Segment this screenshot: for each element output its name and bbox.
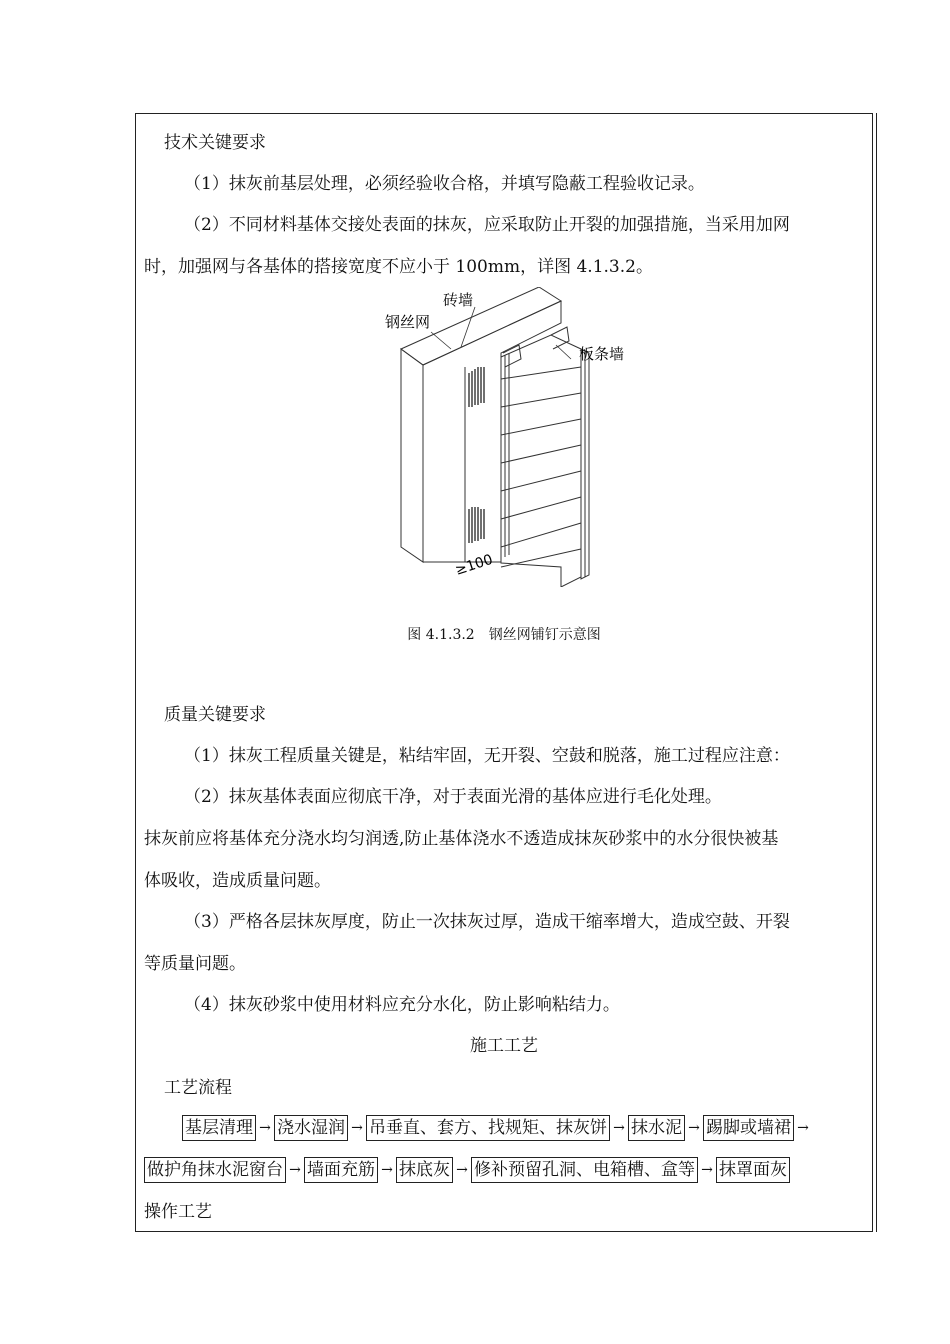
flow-heading: 工艺流程 xyxy=(164,1078,232,1098)
arrow-icon: → xyxy=(613,1120,625,1136)
flow-step: 墙面充筋 xyxy=(304,1157,378,1183)
quality-item-2: （2）抹灰基体表面应彻底干净，对于表面光滑的基体应进行毛化处理。 xyxy=(184,787,722,807)
flow-step: 抹水泥 xyxy=(628,1115,685,1141)
tech-heading: 技术关键要求 xyxy=(164,133,266,153)
brick-wall-face-left xyxy=(401,349,423,562)
flow-step: 基层清理 xyxy=(182,1115,256,1141)
arrow-icon: → xyxy=(688,1120,700,1136)
board-leader xyxy=(556,345,571,359)
label-dim: ≥100 xyxy=(453,551,495,579)
quality-item-3-line-1: （3）严格各层抹灰厚度，防止一次抹灰过厚，造成干缩率增大，造成空鼓、开裂 xyxy=(184,912,790,932)
quality-item-3-line-2: 等质量问题。 xyxy=(144,954,246,974)
flow-step: 吊垂直、套方、找规矩、抹灰饼 xyxy=(366,1115,610,1141)
brick-leader xyxy=(461,307,475,347)
flow-step: 浇水湿润 xyxy=(274,1115,348,1141)
figure-caption: 图 4.1.3.2 钢丝网铺钉示意图 xyxy=(407,627,601,643)
arrow-icon: → xyxy=(797,1120,809,1136)
label-brick: 砖墙 xyxy=(443,291,474,309)
arrow-icon: → xyxy=(381,1162,393,1178)
mesh-leader xyxy=(431,332,451,349)
tech-item-2-line-1: （2）不同材料基体交接处表面的抹灰，应采取防止开裂的加强措施，当采用加网 xyxy=(184,215,790,235)
quality-item-1: （1）抹灰工程质量关键是，粘结牢固，无开裂、空鼓和脱落，施工过程应注意： xyxy=(184,746,790,766)
flow-step: 抹底灰 xyxy=(396,1157,453,1183)
arrow-icon: → xyxy=(701,1162,713,1178)
mesh-diagram xyxy=(381,287,651,587)
arrow-icon: → xyxy=(289,1162,301,1178)
flow-step: 做护角抹水泥窗台 xyxy=(144,1157,286,1183)
label-mesh: 钢丝网 xyxy=(385,313,431,331)
flow-row-2 xyxy=(144,1157,790,1183)
process-title: 施工工艺 xyxy=(470,1036,538,1056)
document-frame xyxy=(135,113,873,1232)
flow-row-1 xyxy=(182,1115,812,1141)
quality-item-2b-line-1: 抹灰前应将基体充分浇水均匀润透,防止基体浇水不透造成抹灰砂浆中的水分很快被基 xyxy=(144,829,779,849)
tech-item-2-line-2: 时，加强网与各基体的搭接宽度不应小于 100mm，详图 4.1.3.2。 xyxy=(144,257,653,277)
quality-item-2b-line-2: 体吸收，造成质量问题。 xyxy=(144,871,331,891)
quality-item-4: （4）抹灰砂浆中使用材料应充分水化，防止影响粘结力。 xyxy=(184,995,620,1015)
arrow-icon: → xyxy=(456,1162,468,1178)
tech-item-1: （1）抹灰前基层处理，必须经验收合格，并填写隐蔽工程验收记录。 xyxy=(184,174,705,194)
flow-step: 踢脚或墙裙 xyxy=(703,1115,794,1141)
arrow-icon: → xyxy=(351,1120,363,1136)
arrow-icon: → xyxy=(259,1120,271,1136)
mesh-diagram-svg xyxy=(381,287,651,587)
flow-step: 修补预留孔洞、电箱槽、盒等 xyxy=(471,1157,698,1183)
wire-mesh-hatch xyxy=(469,367,484,543)
flow-step: 抹罩面灰 xyxy=(716,1157,790,1183)
operation-heading: 操作工艺 xyxy=(144,1202,212,1222)
quality-heading: 质量关键要求 xyxy=(164,705,266,725)
label-board: 板条墙 xyxy=(579,345,625,363)
